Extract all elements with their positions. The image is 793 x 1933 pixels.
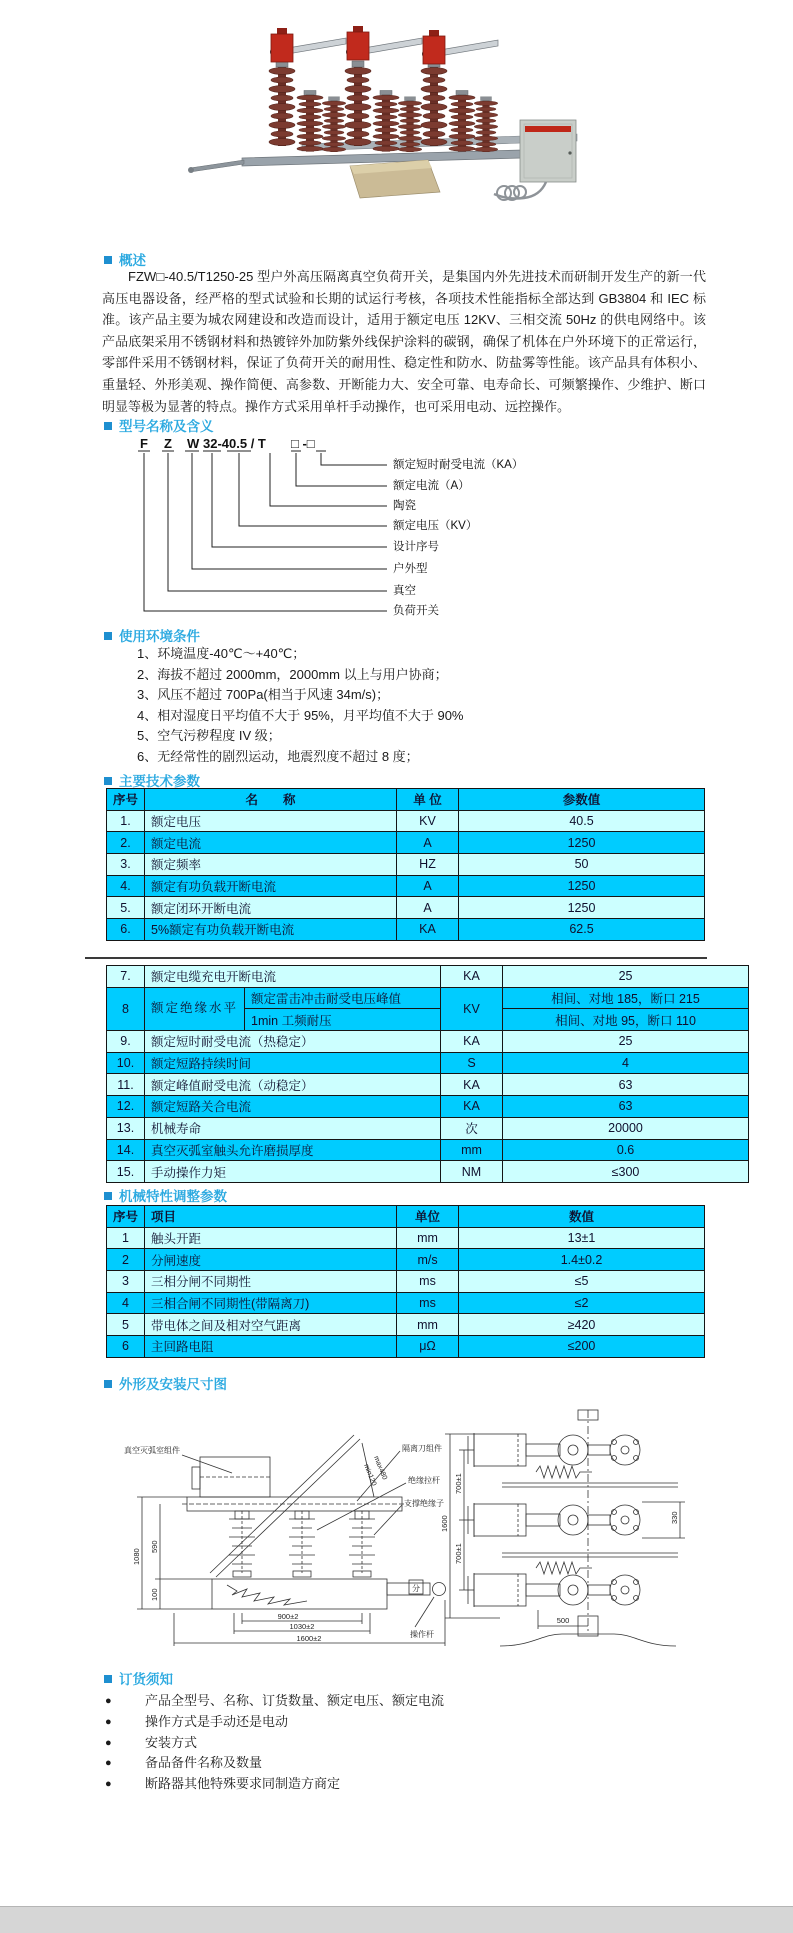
model-label: 负荷开关 xyxy=(393,605,439,617)
drawing-label-open: 分 xyxy=(412,1584,420,1593)
cell: 4 xyxy=(107,1292,145,1314)
table-row xyxy=(107,897,705,919)
cell: 7. xyxy=(107,966,145,988)
section-bullet-icon xyxy=(104,1675,112,1683)
cell: 12. xyxy=(107,1096,145,1118)
cell: μΩ xyxy=(397,1336,459,1358)
table-row xyxy=(107,875,705,897)
model-code-w: W xyxy=(187,436,200,451)
table-row xyxy=(107,1096,749,1118)
cell: KA xyxy=(441,1096,503,1118)
cell: ≤5 xyxy=(459,1271,705,1293)
cell: mm xyxy=(397,1314,459,1336)
model-label: 设计序号 xyxy=(393,541,439,553)
cell: NM xyxy=(441,1161,503,1183)
cell: 1min 工频耐压 xyxy=(245,1009,441,1031)
cell: mm xyxy=(441,1139,503,1161)
env-item: 5、空气污秽程度 IV 级； xyxy=(137,728,281,744)
model-code-z: Z xyxy=(164,436,172,451)
table-row xyxy=(107,966,749,988)
ordering-item-text: 备品备件名称及数量 xyxy=(145,1755,263,1771)
cell: 0.6 xyxy=(503,1139,749,1161)
col-header: 序号 xyxy=(107,1206,145,1228)
table-row-insulation-1 xyxy=(107,987,749,1009)
cell: 触头开距 xyxy=(145,1227,397,1249)
cell: 63 xyxy=(503,1096,749,1118)
cell: 额定绝缘水平 xyxy=(145,987,245,1030)
cell: 1. xyxy=(107,810,145,832)
bullet-icon: ● xyxy=(105,1778,112,1791)
cell: 额定峰值耐受电流（动稳定） xyxy=(145,1074,441,1096)
table-row xyxy=(107,832,705,854)
cell: 3. xyxy=(107,854,145,876)
model-designation-diagram xyxy=(100,430,660,630)
cell: 2 xyxy=(107,1249,145,1271)
section-drawings-header xyxy=(104,1373,227,1393)
cell: 1.4±0.2 xyxy=(459,1249,705,1271)
drawing-dim: 700±1 xyxy=(454,1543,463,1564)
cell: 25 xyxy=(503,1031,749,1053)
cell: ≤200 xyxy=(459,1336,705,1358)
col-header: 参数值 xyxy=(459,789,705,811)
cell: 11. xyxy=(107,1074,145,1096)
cell: 40.5 xyxy=(459,810,705,832)
cell: 3 xyxy=(107,1271,145,1293)
section-params-title: 主要技术参数 xyxy=(119,774,200,789)
cell: 4 xyxy=(503,1052,749,1074)
cell: 14. xyxy=(107,1139,145,1161)
cell: 额定电压 xyxy=(145,810,397,832)
ordering-item-text: 断路器其他特殊要求同制造方商定 xyxy=(145,1776,341,1792)
cell: 1250 xyxy=(459,832,705,854)
model-label: 陶瓷 xyxy=(393,500,416,512)
col-header: 项目 xyxy=(145,1206,397,1228)
cell: 主回路电阻 xyxy=(145,1336,397,1358)
cell: ≤2 xyxy=(459,1292,705,1314)
drawing-label-rod: 绝缘拉杆 xyxy=(408,1476,440,1485)
cell: 额定电缆充电开断电流 xyxy=(145,966,441,988)
page-break-divider xyxy=(85,957,707,959)
table-row xyxy=(107,1271,705,1293)
cell: 三相分闸不同期性 xyxy=(145,1271,397,1293)
cell: 额定短路持续时间 xyxy=(145,1052,441,1074)
col-header: 单位 xyxy=(397,1206,459,1228)
cell: ≤300 xyxy=(503,1161,749,1183)
section-bullet-icon xyxy=(104,632,112,640)
drawing-dim: 1080 xyxy=(132,1548,141,1565)
cell: 机械寿命 xyxy=(145,1117,441,1139)
section-bullet-icon xyxy=(104,777,112,785)
product-photo xyxy=(182,8,612,203)
cell: 15. xyxy=(107,1161,145,1183)
outline-drawing-front-view xyxy=(440,1402,708,1660)
cell: A xyxy=(397,897,459,919)
table-row xyxy=(107,1074,749,1096)
section-mech-header xyxy=(104,1185,227,1205)
section-env-title: 使用环境条件 xyxy=(119,629,200,644)
drawing-label-vacuum: 真空灭弧室组件 xyxy=(124,1446,180,1455)
ordering-item-text: 安装方式 xyxy=(145,1734,198,1750)
cell: KV xyxy=(397,810,459,832)
cell: 2. xyxy=(107,832,145,854)
cell: 63 xyxy=(503,1074,749,1096)
cell: S xyxy=(441,1052,503,1074)
ordering-item-text: 操作方式是手动还是电动 xyxy=(145,1713,289,1729)
drawing-dim: 100 xyxy=(150,1588,159,1601)
cell: HZ xyxy=(397,854,459,876)
cell: 额定闭环开断电流 xyxy=(145,897,397,919)
cell: KA xyxy=(441,966,503,988)
drawing-label-handle: 操作杆 xyxy=(410,1630,434,1639)
cell: 相间、对地 185，断口 215 xyxy=(503,987,749,1009)
cell: 额定电流 xyxy=(145,832,397,854)
overview-paragraph: FZW□-40.5/T1250-25 型户外高压隔离真空负荷开关，是集国内外先进技术而研制开发生产的新一代高压电器设备，经严格的型式试验和长期的试运行考核，各项技术性能指标全部达到 GB3804 和 IEC 标准。该产品主要为城农网建设和改造而设计，适用于额定电压 12KV、三相交流 50Hz 的供电网络中。该产品底架采用不锈钢材料和热镀锌外加防紫外线保护涂料的碳钢，确保了机体在户外环境下的正常运行，零部件采用不锈钢材料，保证了负荷开关的耐用性、稳定性和防水、防盐雾等性能。该产品具有体积小、重量轻、外形美观、操作简便、高参数、开断能力大、安全可靠、电寿命长、可频繁操作、少维护、断口明显等极为显著的特点。操作方式采用单杆手动操作，也可采用电动、远控操作。 xyxy=(102,269,706,414)
cell: 25 xyxy=(503,966,749,988)
col-header: 单 位 xyxy=(397,789,459,811)
col-header: 数值 xyxy=(459,1206,705,1228)
ordering-item xyxy=(105,1774,444,1795)
main-params-table-continued xyxy=(106,965,749,1183)
table-row xyxy=(107,1227,705,1249)
main-params-table xyxy=(106,788,705,941)
cell: 额定短时耐受电流（热稳定） xyxy=(145,1031,441,1053)
bullet-icon: ● xyxy=(105,1715,112,1728)
cell: mm xyxy=(397,1227,459,1249)
section-env-header xyxy=(104,625,200,645)
page-footer-strip xyxy=(0,1906,793,1933)
cell: 三相合闸不同期性(带隔离刀) xyxy=(145,1292,397,1314)
mech-params-table xyxy=(106,1205,705,1358)
cell: 带电体之间及相对空气距离 xyxy=(145,1314,397,1336)
bullet-icon: ● xyxy=(105,1695,112,1707)
table-row xyxy=(107,1249,705,1271)
section-ordering-title: 订货须知 xyxy=(119,1672,173,1687)
env-item: 1、环境温度-40℃～+40℃； xyxy=(137,646,306,661)
table-row xyxy=(107,1117,749,1139)
model-label: 额定电压（KV） xyxy=(393,520,478,532)
model-label: 额定电流（A） xyxy=(393,480,470,492)
cell: 9. xyxy=(107,1031,145,1053)
cell: 13±1 xyxy=(459,1227,705,1249)
model-label: 户外型 xyxy=(393,563,428,575)
cell: 8 xyxy=(107,987,145,1030)
section-overview-title: 概述 xyxy=(119,253,146,268)
section-bullet-icon xyxy=(104,1380,112,1388)
outline-drawing-side-view xyxy=(112,1405,457,1660)
cell: 20000 xyxy=(503,1117,749,1139)
cell: 手动操作力矩 xyxy=(145,1161,441,1183)
cell: 62.5 xyxy=(459,919,705,941)
cell: KA xyxy=(397,919,459,941)
cell: 5%额定有功负载开断电流 xyxy=(145,919,397,941)
table-row xyxy=(107,919,705,941)
drawing-dim: 330 xyxy=(670,1511,679,1524)
section-bullet-icon xyxy=(104,422,112,430)
ordering-item xyxy=(105,1691,444,1712)
cell: ms xyxy=(397,1271,459,1293)
cell: 5. xyxy=(107,897,145,919)
section-model-title: 型号名称及含义 xyxy=(119,419,214,434)
cell: 4. xyxy=(107,875,145,897)
section-ordering-header xyxy=(104,1668,173,1688)
drawing-dim: 1600 xyxy=(440,1515,449,1532)
cell: KA xyxy=(441,1074,503,1096)
table-row xyxy=(107,1314,705,1336)
cell: 10. xyxy=(107,1052,145,1074)
ordering-item xyxy=(105,1733,444,1754)
cell: 13. xyxy=(107,1117,145,1139)
cell: 50 xyxy=(459,854,705,876)
table-row xyxy=(107,1336,705,1358)
model-code-end: □ -□ xyxy=(291,436,315,451)
model-code-mid: 32-40.5 / T xyxy=(203,436,266,451)
drawing-label-insulator: 支撑绝缘子 xyxy=(404,1499,444,1508)
bullet-icon: ● xyxy=(105,1757,112,1770)
bullet-icon: ● xyxy=(105,1736,112,1749)
table-header-row xyxy=(107,789,705,811)
cell: 额定有功负载开断电流 xyxy=(145,875,397,897)
drawing-dim: 1030±2 xyxy=(289,1622,315,1631)
cell: 6 xyxy=(107,1336,145,1358)
model-code-f: F xyxy=(140,436,148,451)
model-label: 真空 xyxy=(393,585,416,597)
ordering-item xyxy=(105,1712,444,1733)
section-bullet-icon xyxy=(104,256,112,264)
table-row xyxy=(107,1052,749,1074)
env-item: 2、海拔不超过 2000mm，2000mm 以上与用户协商； xyxy=(137,666,448,682)
cell: 真空灭弧室触头允许磨损厚度 xyxy=(145,1139,441,1161)
cell: 1 xyxy=(107,1227,145,1249)
ordering-list xyxy=(105,1691,444,1795)
drawing-dim: 700±1 xyxy=(454,1473,463,1494)
cell: 5 xyxy=(107,1314,145,1336)
cell: 额定短路关合电流 xyxy=(145,1096,441,1118)
cell: KA xyxy=(441,1031,503,1053)
section-params-header xyxy=(104,770,200,790)
ordering-item xyxy=(105,1753,444,1774)
table-row xyxy=(107,810,705,832)
cell: A xyxy=(397,832,459,854)
section-mech-title: 机械特性调整参数 xyxy=(119,1189,227,1204)
table-row xyxy=(107,1292,705,1314)
drawing-dim: min120 xyxy=(362,1463,378,1488)
col-header: 序号 xyxy=(107,789,145,811)
cell: m/s xyxy=(397,1249,459,1271)
env-item: 3、风压不超过 700Pa(相当于风速 34m/s)； xyxy=(137,687,390,703)
section-bullet-icon xyxy=(104,1192,112,1200)
ordering-item-text: 产品全型号、名称、订货数量、额定电压、额定电流 xyxy=(145,1693,445,1708)
table-header-row xyxy=(107,1206,705,1228)
cell: 1250 xyxy=(459,897,705,919)
table-row xyxy=(107,854,705,876)
cell: ms xyxy=(397,1292,459,1314)
cell: 次 xyxy=(441,1117,503,1139)
env-item: 6、无经常性的剧烈运动，地震烈度不超过 8 度； xyxy=(137,748,419,764)
cell: 相间、对地 95，断口 110 xyxy=(503,1009,749,1031)
table-row xyxy=(107,1031,749,1053)
drawing-dim: 900±2 xyxy=(277,1612,299,1621)
cell: ≥420 xyxy=(459,1314,705,1336)
cell: 1250 xyxy=(459,875,705,897)
drawing-label-knife: 隔离刀组件 xyxy=(402,1444,442,1453)
cell: KV xyxy=(441,987,503,1030)
table-row xyxy=(107,1161,749,1183)
drawing-dim: max480 xyxy=(372,1455,388,1481)
drawing-dim: 500 xyxy=(556,1616,570,1625)
model-label: 额定短时耐受电流（KA） xyxy=(393,459,524,471)
cell: 分闸速度 xyxy=(145,1249,397,1271)
cell: 6. xyxy=(107,919,145,941)
cell: A xyxy=(397,875,459,897)
cell: 额定雷击冲击耐受电压峰值 xyxy=(245,987,441,1009)
section-drawings-title: 外形及安装尺寸图 xyxy=(119,1377,227,1392)
col-header: 名 称 xyxy=(145,789,397,811)
env-item: 4、相对湿度日平均值不大于 95%，月平均值不大于 90% xyxy=(137,707,464,723)
env-conditions-list xyxy=(137,644,464,768)
cell: 额定频率 xyxy=(145,854,397,876)
table-row xyxy=(107,1139,749,1161)
drawing-dim: 590 xyxy=(150,1540,159,1553)
drawing-dim: 1600±2 xyxy=(296,1634,322,1643)
